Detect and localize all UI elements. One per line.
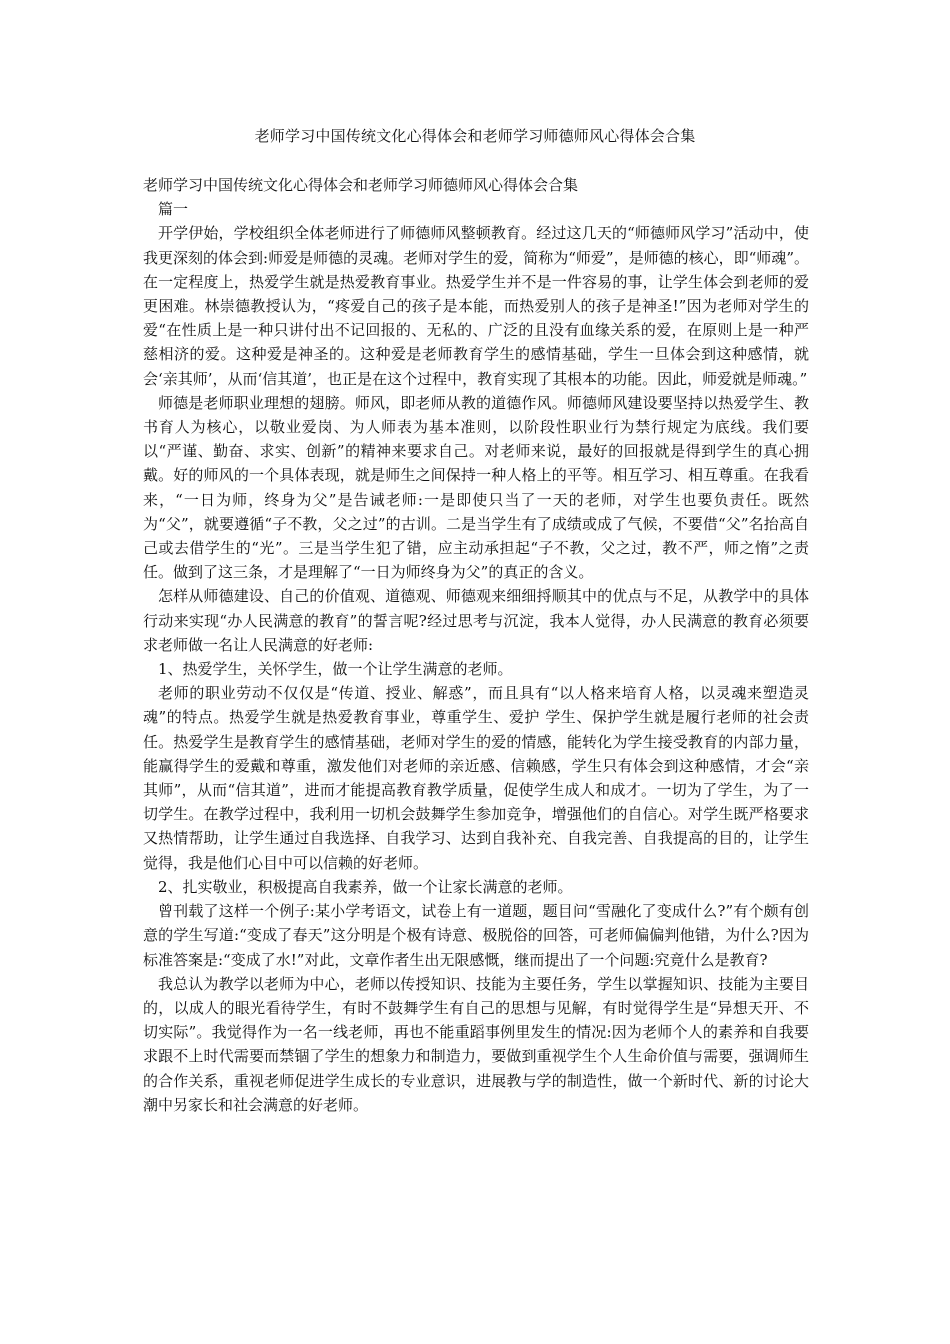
numbered-point: 1、热爱学生，关怀学生，做一个让学生满意的老师。 bbox=[158, 660, 513, 679]
section-label: 篇一 bbox=[158, 200, 189, 219]
document-title: 老师学习中国传统文化心得体会和老师学习师德师风心得体会合集 bbox=[254, 127, 696, 145]
body-paragraph: 曾刊载了这样一个例子:某小学考语文，试卷上有一道题，题目问“雪融化了变成什么?”有个颇有创意的学生写道:“变成了春天”这分明是个极有诗意、极脱俗的回答，可老师偏偏判他错，为什么?因为标准答案是:“变成了水!”对此，文章作者生出无限感慨，继而提出了一个问题:究竟什么是教育? bbox=[143, 902, 809, 969]
document-body bbox=[143, 173, 809, 1117]
body-paragraph: 开学伊始，学校组织全体老师进行了师德师风整顿教育。经过这几天的“师德师风学习”活动中，使我更深刻的体会到:师爱是师德的灵魂。老师对学生的爱，简称为“师爱”，是师德的核心，即“师魂”。在一定程度上，热爱学生就是热爱教育事业。热爱学生并不是一件容易的事，让学生体会到老师的爱更困难。林崇德教授认为，“疼爱自己的孩子是本能，而热爱别人的孩子是神圣!”因为老师对学生的爱“在性质上是一种只讲付出不记回报的、无私的、广泛的且没有血缘关系的爱，在原则上是一种严慈相济的爱。这种爱是神圣的。这种爱是老师教育学生的感情基础，学生一旦体会到这种感情，就会‘亲其师’，从而‘信其道’，也正是在这个过程中，教育实现了其根本的功能。因此，师爱就是师魂。” bbox=[143, 224, 809, 388]
body-paragraph: 老师的职业劳动不仅仅是“传道、授业、解惑”，而且具有“以人格来培育人格，以灵魂来塑造灵魂”的特点。热爱学生就是热爱教育事业，尊重学生、爱护 学生、保护学生就是履行老师的社会责任。热爱学生是教育学生的感情基础，老师对学生的爱的情感，能转化为学生接受教育的内部力量，能赢得学生的爱戴和尊重，激发他们对老师的亲近感、信赖感，学生只有体会到这种感情，才会“亲其师”，从而“信其道”，进而才能提高教育教学质量，促使学生成人和成才。一切为了学生，为了一切学生。在教学过程中，我利用一切机会鼓舞学生参加竞争，增强他们的自信心。对学生既严格要求又热情帮助，让学生通过自我选择、自我学习、达到自我补充、自我完善、自我提高的目的，让学生觉得，我是他们心目中可以信赖的好老师。 bbox=[143, 684, 809, 872]
document-subtitle: 老师学习中国传统文化心得体会和老师学习师德师风心得体会合集 bbox=[143, 176, 579, 194]
numbered-point: 2、扎实敬业，积极提高自我素养，做一个让家长满意的老师。 bbox=[158, 877, 573, 896]
body-paragraph: 我总认为教学以老师为中心，老师以传授知识、技能为主要任务，学生以掌握知识、技能为主要目的，以成人的眼光看待学生，有时不鼓舞学生有自己的思想与见解，有时觉得学生是“异想天开、不切实际”。我觉得作为一名一线老师，再也不能重蹈事例里发生的情况:因为老师个人的素养和自我要求跟不上时代需要而禁锢了学生的想象力和制造力，要做到重视学生个人生命价值与需要，强调师生的合作关系，重视老师促进学生成长的专业意识，进展教与学的制造性，做一个新时代、新的讨论大潮中另家长和社会满意的好老师。 bbox=[143, 974, 809, 1114]
body-paragraph: 怎样从师德建设、自己的价值观、道德观、师德观来细细捋顺其中的优点与不足，从教学中的具体行动来实现“办人民满意的教育”的誓言呢?经过思考与沉淀，我本人觉得，办人民满意的教育必须要求老师做一名让人民满意的好老师: bbox=[143, 587, 809, 654]
body-paragraph: 师德是老师职业理想的翅膀。师风，即老师从教的道德作风。师德师风建设要坚持以热爱学生、教书育人为核心，以敬业爱岗、为人师表为基本准则，以阶段性职业行为禁行规定为底线。我们要以“严谨、勤奋、求实、创新”的精神来要求自己。对老师来说，最好的回报就是得到学生的真心拥戴。好的师风的一个具体表现，就是师生之间保持一种人格上的平等。相互学习、相互尊重。在我看来，“一日为师，终身为父”是告诫老师:一是即使只当了一天的老师，对学生也要负责任。既然为“父”，就要遵循“子不教，父之过”的古训。二是当学生有了成绩或成了气候，不要借“父”名抬高自己或去借学生的“光”。三是当学生犯了错，应主动承担起“子不教，父之过，教不严，师之惰”之责任。做到了这三条，才是理解了“一日为师终身为父”的真正的含义。 bbox=[143, 393, 809, 582]
